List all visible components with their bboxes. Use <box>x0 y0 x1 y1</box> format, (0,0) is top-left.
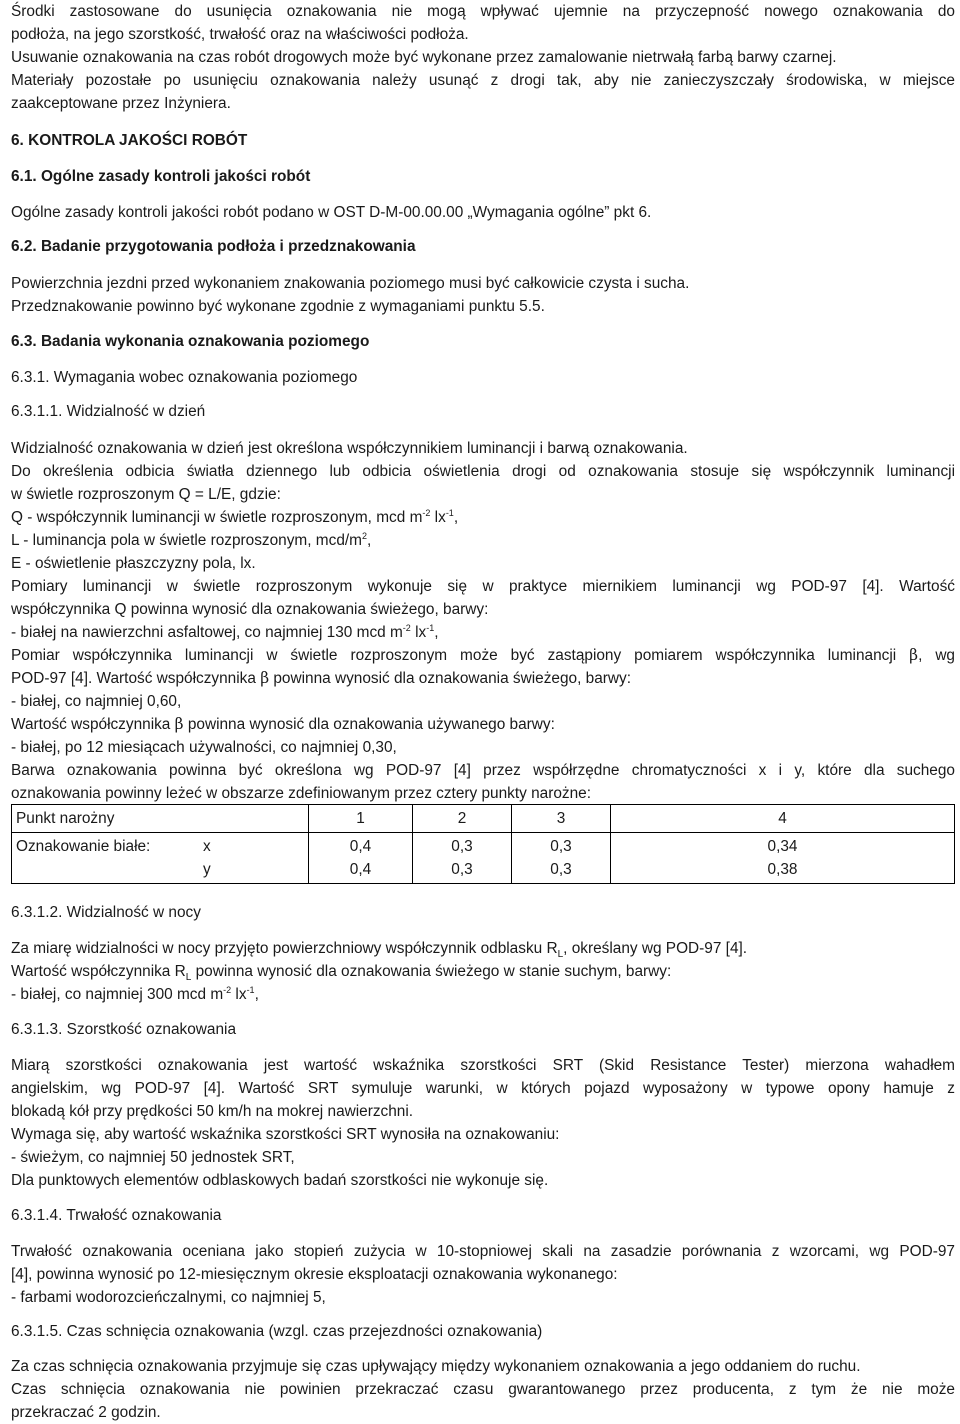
text-line: Barwa oznakowania powinna być określona wg POD-97 [4] przez współrzędne chromatyczności x i y, które dla suchego <box>11 762 955 779</box>
text-line-rl <box>11 960 955 983</box>
punct: , <box>254 986 259 1003</box>
text-line: Powierzchnia jezdni przed wykonaniem znakowania poziomego musi być całkowicie czysta i sucha. <box>11 275 690 292</box>
table-header-cell: 1 <box>309 805 413 833</box>
q-text: Q - współczynnik luminancji w świetle rozproszonym, mcd m <box>11 509 423 526</box>
y-value: 0,3 <box>451 861 473 878</box>
heading-6-3: 6.3. Badania wykonania oznakowania poziomego <box>11 333 370 350</box>
table-cell <box>611 833 955 884</box>
y-value: 0,4 <box>349 861 372 878</box>
paragraph-visibility-day <box>11 437 955 805</box>
axis-label-y: y <box>203 861 211 878</box>
paragraph-visibility-night <box>11 937 955 1006</box>
text-line: - białej, po 12 miesiącach używalności, co najmniej 0,30, <box>11 739 397 756</box>
text-line: w świetle rozproszonym Q = L/E, gdzie: <box>11 486 281 503</box>
text-line-biala <box>11 621 955 644</box>
text: , określany wg POD-97 [4]. <box>563 940 748 957</box>
text-line: Środki zastosowane do usunięcia oznakowania nie mogą wpływać ujemnie na przyczepność nowego oznakowania do <box>11 3 955 20</box>
punct: , <box>453 509 459 526</box>
table-label-cell <box>12 833 309 884</box>
x-value: 0,3 <box>451 838 473 855</box>
heading-6-3-1-2: 6.3.1.2. Widzialność w nocy <box>11 904 201 921</box>
table-cell <box>413 833 512 884</box>
text-line: zaakceptowane przez Inżyniera. <box>11 95 231 112</box>
text-line: - świeżym, co najmniej 50 jednostek SRT, <box>11 1149 295 1166</box>
paragraph-trwalosc <box>11 1240 955 1309</box>
superscript: -2 <box>422 507 431 518</box>
text: powinna wynosić dla oznakowania używanego barwy: <box>183 716 555 733</box>
text-line: Pomiary luminancji w świetle rozproszonym wykonuje się w praktyce miernikiem luminancji wg POD-97 [4]. Wartość <box>11 578 955 595</box>
text-line-beta <box>11 667 955 690</box>
text-line: Przedznakowanie powinno być wykonane zgodnie z wymaganiami punktu 5.5. <box>11 298 545 315</box>
text-line: Miarą szorstkości oznakowania jest wartość wskaźnika szorstkości SRT (Skid Resistance Tester) mierzona wahadłem <box>11 1057 955 1074</box>
table-header-cell: 2 <box>413 805 512 833</box>
paragraph-srt <box>11 1054 955 1192</box>
paragraph-materialy <box>11 69 955 115</box>
superscript: -2 <box>223 984 232 995</box>
table-cell <box>309 833 413 884</box>
paragraph-6-1 <box>11 201 955 224</box>
text-line-q <box>11 506 955 529</box>
text-line: Trwałość oznakowania oceniana jako stopień zużycia w 10-stopniowej skali na zasadzie porównania z wzorcami, wg POD-97 <box>11 1243 955 1260</box>
text: - białej na nawierzchni asfaltowej, co najmniej 130 mcd m <box>11 624 403 641</box>
text-line: Ogólne zasady kontroli jakości robót podano w OST D-M-00.00.00 „Wymagania ogólne” pkt 6. <box>11 204 652 221</box>
text-line: współczynnika Q powinna wynosić dla oznakowania świeżego, barwy: <box>11 601 489 618</box>
heading-6-1: 6.1. Ogólne zasady kontroli jakości robót <box>11 168 311 185</box>
text-line-l <box>11 529 955 552</box>
heading-6-3-1-5: 6.3.1.5. Czas schnięcia oznakowania (wzgl. czas przejezdności oznakowania) <box>11 1323 543 1340</box>
table-row <box>12 833 955 884</box>
text-line: Za czas schnięcia oznakowania przyjmuje się czas upływający między wykonaniem oznakowania a jego oddaniem do ruchu. <box>11 1358 861 1375</box>
text-line: Wymaga się, aby wartość wskaźnika szorstkości SRT wynosiła na oznakowaniu: <box>11 1126 560 1143</box>
unit-text: lx <box>410 624 427 641</box>
heading-6: 6. KONTROLA JAKOŚCI ROBÓT <box>11 132 248 149</box>
superscript: -1 <box>426 622 435 633</box>
punct: , <box>367 532 372 549</box>
heading-6-3-1-1: 6.3.1.1. Widzialność w dzień <box>11 403 206 420</box>
table-header-cell: 4 <box>611 805 955 833</box>
text-line: Widzialność oznakowania w dzień jest określona współczynnikiem luminancji i barwą oznakowania. <box>11 440 688 457</box>
text-line: Czas schnięcia oznakowania nie powinien przekraczać czasu gwarantowanego przez producenta, z tym że nie może <box>11 1381 955 1398</box>
y-value: 0,38 <box>767 861 798 878</box>
text: , wg <box>918 647 955 664</box>
text: powinna wynosić dla oznakowania świeżego, barwy: <box>269 670 631 687</box>
paragraph-czas <box>11 1355 955 1424</box>
l-text: L - luminancja pola w świetle rozproszonym, mcd/m <box>11 532 362 549</box>
text: Za miarę widzialności w nocy przyjęto powierzchniowy współczynnik odblasku R <box>11 940 558 957</box>
text: - białej, co najmniej 300 mcd m <box>11 986 224 1003</box>
corner-points-table <box>11 804 955 884</box>
superscript: -1 <box>246 984 255 995</box>
text-line-beta <box>11 644 955 667</box>
paragraph-6-2 <box>11 272 955 318</box>
text-line-beta <box>11 713 955 736</box>
table-cell <box>512 833 611 884</box>
text-line: podłoża, na jego szorstkość, trwałość oraz na właściwości podłoża. <box>11 26 469 43</box>
unit-text: lx <box>231 986 247 1003</box>
x-value: 0,3 <box>550 838 572 855</box>
text-line: Do określenia odbicia światła dziennego lub odbicia oświetlenia drogi od oznakowania stosuje się współczynnik luminancji <box>11 463 955 480</box>
superscript: 2 <box>361 530 367 541</box>
table-header-row <box>12 805 955 833</box>
text-line: przekraczać 2 godzin. <box>11 1404 161 1421</box>
text-line-rl <box>11 937 955 960</box>
heading-6-2: 6.2. Badanie przygotowania podłoża i przedznakowania <box>11 238 416 255</box>
heading-6-3-1-3: 6.3.1.3. Szorstkość oznakowania <box>11 1021 236 1038</box>
x-value: 0,4 <box>349 838 372 855</box>
axis-label-x: x <box>203 838 211 855</box>
text-line: Materiały pozostałe po usunięciu oznakowania należy usunąć z drogi tak, aby nie zanieczyszczały środowiska, w miejsce <box>11 72 955 89</box>
table-header-cell: Punkt narożny <box>12 805 309 833</box>
superscript: -1 <box>445 507 454 518</box>
row-label: Oznakowanie białe: <box>16 838 151 855</box>
heading-6-3-1: 6.3.1. Wymagania wobec oznakowania poziomego <box>11 369 358 386</box>
text: POD-97 [4]. Wartość współczynnika <box>11 670 261 687</box>
beta-symbol: β <box>909 646 919 664</box>
text-line: [4], powinna wynosić po 12-miesięcznym okresie eksploatacji oznakowania wykonanego: <box>11 1266 618 1283</box>
unit-text: lx <box>430 509 446 526</box>
text-line: angielskim, wg POD-97 [4]. Wartość SRT symuluje warunki, w których pojazd wyposażony w typowe opony hamuje z <box>11 1080 955 1097</box>
paragraph-srodki <box>11 0 955 46</box>
paragraph-usuwanie <box>11 46 955 69</box>
table-header-cell: 3 <box>512 805 611 833</box>
beta-symbol: β <box>174 715 184 733</box>
text-line: - białej, co najmniej 0,60, <box>11 693 182 710</box>
text-line: blokadą kół przy prędkości 50 km/h na mokrej nawierzchni. <box>11 1103 414 1120</box>
text-line: E - oświetlenie płaszczyzny pola, lx. <box>11 555 256 572</box>
text-line: oznakowania powinny leżeć w obszarze zdefiniowanym przez cztery punkty narożne: <box>11 785 592 802</box>
text-line-300 <box>11 983 955 1006</box>
text-line: - farbami wodorozcieńczalnymi, co najmniej 5, <box>11 1289 326 1306</box>
subscript: L <box>557 949 564 961</box>
text: Pomiar współczynnika luminancji w świetle rozproszonym może być zastąpiony pomiarem współczynnika luminancji <box>11 647 910 664</box>
punct: , <box>434 624 439 641</box>
text: Wartość współczynnika R <box>11 963 186 980</box>
text-line: Dla punktowych elementów odblaskowych badań szorstkości nie wykonuje się. <box>11 1172 549 1189</box>
beta-symbol: β <box>260 669 270 687</box>
subscript: L <box>185 972 192 984</box>
heading-6-3-1-4: 6.3.1.4. Trwałość oznakowania <box>11 1207 222 1224</box>
text: Wartość współczynnika <box>11 716 175 733</box>
y-value: 0,3 <box>550 861 572 878</box>
text-line: Usuwanie oznakowania na czas robót drogowych może być wykonane przez zamalowanie nietrwałą farbą barwy czarnej. <box>11 49 837 66</box>
superscript: -2 <box>402 622 411 633</box>
x-value: 0,34 <box>767 838 798 855</box>
text: powinna wynosić dla oznakowania świeżego w stanie suchym, barwy: <box>191 963 672 980</box>
